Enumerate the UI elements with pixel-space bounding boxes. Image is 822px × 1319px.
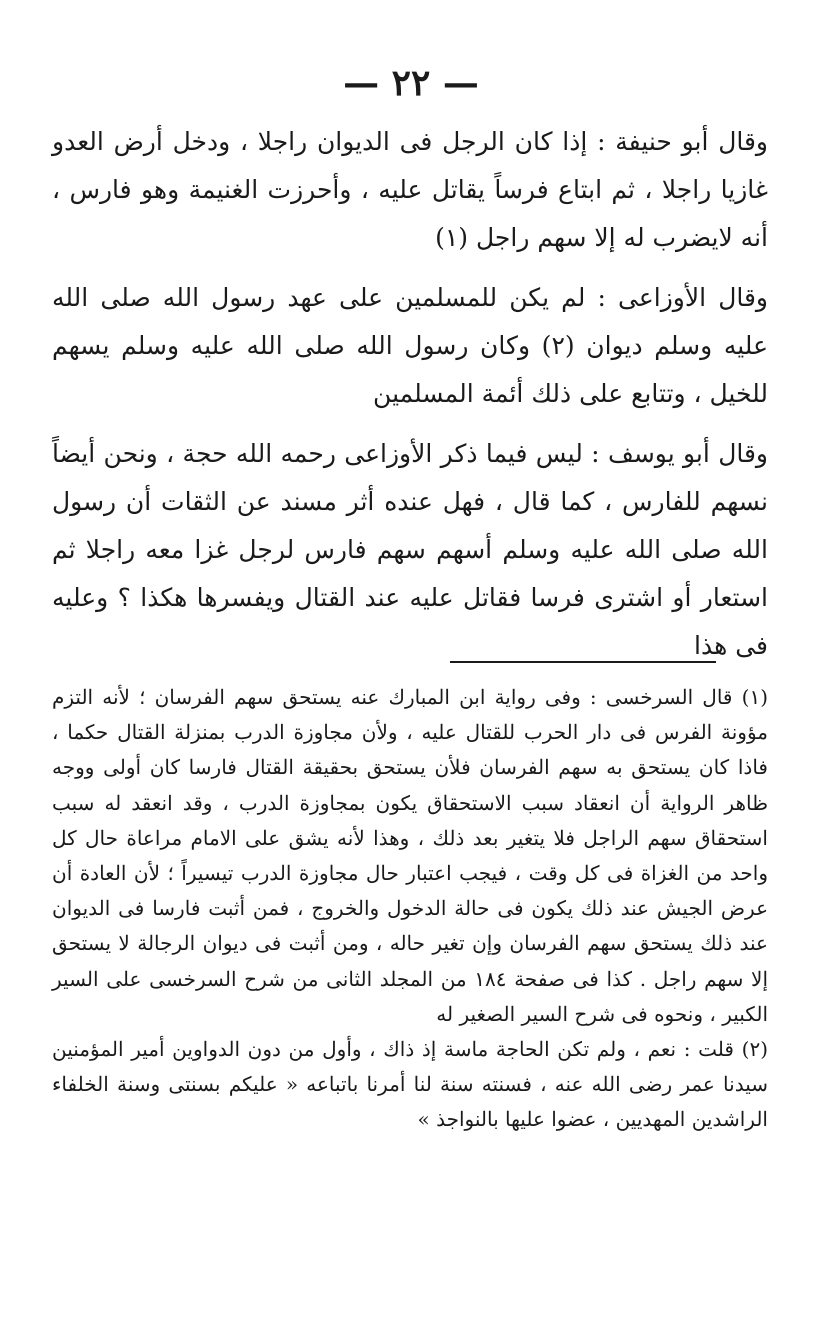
paragraph-abu-yusuf: وقال أبو يوسف : ليس فيما ذكر الأوزاعى رحمه الله حجة ، ونحن أيضاً نسهم للفارس ، كما قال ، فهل عنده أثر مسند عن الثقات أن رسول الله صلى الله عليه وسلم أسهم سهم فارس لرجل غزا معه راجلا ثم استعار أو اشترى فرسا فقاتل عليه عند القتال ويفسرها هكذا ؟ وعليه فى هذا	[52, 439, 768, 660]
main-text	[52, 118, 768, 670]
paragraph-abu-hanifa: وقال أبو حنيفة : إذا كان الرجل فى الديوان راجلا ، ودخل أرض العدو غازيا راجلا ، ثم ابتاع فرساً يقاتل عليه ، وأحرزت الغنيمة وهو فارس ، أنه لايضرب له إلا سهم راجل (١)	[52, 127, 768, 252]
footnote-1: (١) قال السرخسى : وفى رواية ابن المبارك عنه يستحق سهم الفرسان ؛ لأنه التزم مؤونة الفرس فى دار الحرب للقتال عليه ، ولأن مجاوزة الدرب بمنزلة القتال حكما ، فاذا كان يستحق به سهم الفرسان فلأن يستحق بحقيقة القتال فارسا كان أولى ووجه ظاهر الرواية أن انعقاد سبب الاستحقاق يكون بمجاوزة الدرب ، وقد انعقد له سبب استحقاق سهم الراجل فلا يتغير بعد ذلك ، وهذا لأنه يشق على الامام مراعاة حال كل واحد من الغزاة فى كل وقت ، فيجب اعتبار حال مجاوزة الدرب تيسيراً ؛ لأن العادة أن عرض الجيش عند ذلك يكون فى حالة الدخول والخروج ، فمن أثبت فارسا فى الديوان عند ذلك يستحق سهم الفرسان وإن تغير حاله ، ومن أثبت فى ديوان الرجالة لا يستحق إلا سهم راجل . كذا فى صفحة ١٨٤ من المجلد الثانى من شرح السرخسى على السير الكبير ، ونحوه فى شرح السير الصغير له	[52, 685, 769, 1026]
page-number: — ٢٢ —	[343, 62, 479, 104]
footnotes	[52, 680, 768, 1138]
footnote-divider	[450, 661, 716, 663]
footnote-2: (٢) قلت : نعم ، ولم تكن الحاجة ماسة إذ ذاك ، وأول من دون الدواوين أمير المؤمنين سيدنا عمر رضى الله عنه ، فسنته سنة لنا أمرنا باتباعه « عليكم بسنتى وسنة الخلفاء الراشدين المهديين ، عضوا عليها بالنواجذ »	[52, 1037, 768, 1132]
paragraph-awzai: وقال الأوزاعى : لم يكن للمسلمين على عهد رسول الله صلى الله عليه وسلم ديوان (٢) وكان رسول الله صلى الله عليه وسلم يسهم للخيل ، وتتابع على ذلك أئمة المسلمين	[52, 283, 769, 408]
